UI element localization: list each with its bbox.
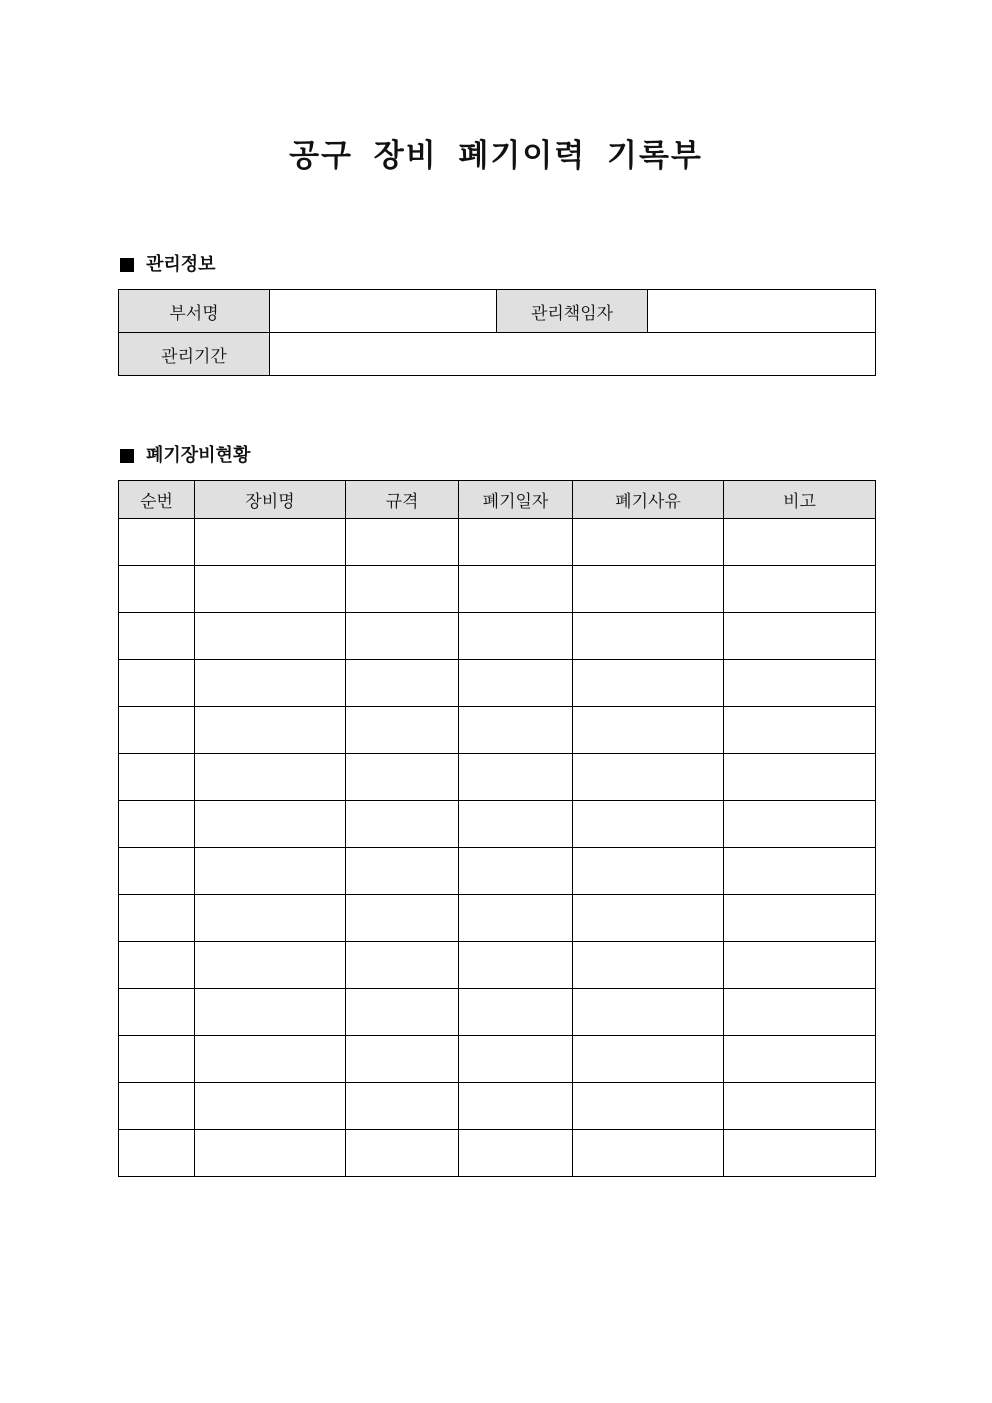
info-row-department	[119, 290, 876, 333]
disposal-reason-cell[interactable]	[573, 566, 724, 613]
department-label: 부서명	[119, 290, 270, 333]
equipment-name-cell[interactable]	[195, 1036, 346, 1083]
equipment-name-cell[interactable]	[195, 1083, 346, 1130]
disposal-reason-cell[interactable]	[573, 895, 724, 942]
table-row	[119, 1083, 876, 1130]
disposal-reason-cell[interactable]	[573, 942, 724, 989]
table-row	[119, 613, 876, 660]
equipment-name-cell[interactable]	[195, 989, 346, 1036]
remarks-cell[interactable]	[724, 660, 876, 707]
number-cell[interactable]	[119, 1036, 195, 1083]
column-header-equipment-name: 장비명	[195, 481, 346, 519]
disposal-date-cell[interactable]	[459, 942, 573, 989]
table-row	[119, 519, 876, 566]
table-row	[119, 942, 876, 989]
remarks-cell[interactable]	[724, 613, 876, 660]
specification-cell[interactable]	[346, 989, 459, 1036]
disposal-reason-cell[interactable]	[573, 613, 724, 660]
table-row	[119, 848, 876, 895]
number-cell[interactable]	[119, 1083, 195, 1130]
column-header-disposal-date: 폐기일자	[459, 481, 573, 519]
equipment-name-cell[interactable]	[195, 1130, 346, 1177]
number-cell[interactable]	[119, 895, 195, 942]
table-row	[119, 1036, 876, 1083]
disposal-date-cell[interactable]	[459, 848, 573, 895]
number-cell[interactable]	[119, 707, 195, 754]
equipment-name-cell[interactable]	[195, 848, 346, 895]
column-header-disposal-reason: 폐기사유	[573, 481, 724, 519]
remarks-cell[interactable]	[724, 942, 876, 989]
disposal-date-cell[interactable]	[459, 754, 573, 801]
disposal-reason-cell[interactable]	[573, 848, 724, 895]
number-cell[interactable]	[119, 942, 195, 989]
specification-cell[interactable]	[346, 707, 459, 754]
disposal-date-cell[interactable]	[459, 1036, 573, 1083]
number-cell[interactable]	[119, 660, 195, 707]
specification-cell[interactable]	[346, 754, 459, 801]
square-bullet-icon	[120, 449, 134, 463]
table-row	[119, 707, 876, 754]
specification-cell[interactable]	[346, 1036, 459, 1083]
disposal-reason-cell[interactable]	[573, 707, 724, 754]
disposal-reason-cell[interactable]	[573, 1083, 724, 1130]
management-info-table	[118, 289, 876, 376]
disposal-date-cell[interactable]	[459, 613, 573, 660]
disposal-date-cell[interactable]	[459, 707, 573, 754]
remarks-cell[interactable]	[724, 895, 876, 942]
remarks-cell[interactable]	[724, 1130, 876, 1177]
specification-cell[interactable]	[346, 660, 459, 707]
specification-cell[interactable]	[346, 895, 459, 942]
disposal-date-cell[interactable]	[459, 895, 573, 942]
number-cell[interactable]	[119, 754, 195, 801]
disposal-reason-cell[interactable]	[573, 989, 724, 1036]
period-label: 관리기간	[119, 333, 270, 376]
manager-field[interactable]	[648, 290, 876, 333]
number-cell[interactable]	[119, 989, 195, 1036]
disposal-date-cell[interactable]	[459, 660, 573, 707]
equipment-name-cell[interactable]	[195, 566, 346, 613]
number-cell[interactable]	[119, 519, 195, 566]
number-cell[interactable]	[119, 613, 195, 660]
table-row	[119, 660, 876, 707]
equipment-name-cell[interactable]	[195, 895, 346, 942]
remarks-cell[interactable]	[724, 989, 876, 1036]
table-row	[119, 801, 876, 848]
disposal-reason-cell[interactable]	[573, 1130, 724, 1177]
remarks-cell[interactable]	[724, 707, 876, 754]
square-bullet-icon	[120, 258, 134, 272]
specification-cell[interactable]	[346, 613, 459, 660]
specification-cell[interactable]	[346, 801, 459, 848]
period-field[interactable]	[270, 333, 876, 376]
disposal-date-cell[interactable]	[459, 1130, 573, 1177]
table-row	[119, 754, 876, 801]
disposal-reason-cell[interactable]	[573, 519, 724, 566]
column-header-specification: 규격	[346, 481, 459, 519]
number-cell[interactable]	[119, 566, 195, 613]
equipment-name-cell[interactable]	[195, 754, 346, 801]
remarks-cell[interactable]	[724, 519, 876, 566]
specification-cell[interactable]	[346, 1130, 459, 1177]
remarks-cell[interactable]	[724, 848, 876, 895]
remarks-cell[interactable]	[724, 1036, 876, 1083]
equipment-name-cell[interactable]	[195, 707, 346, 754]
disposal-status-heading-text: 폐기장비현황	[146, 445, 251, 466]
equipment-name-cell[interactable]	[195, 613, 346, 660]
disposal-status-heading	[118, 444, 250, 468]
specification-cell[interactable]	[346, 1083, 459, 1130]
specification-cell[interactable]	[346, 848, 459, 895]
disposal-date-cell[interactable]	[459, 566, 573, 613]
disposal-date-cell[interactable]	[459, 989, 573, 1036]
info-row-period	[119, 333, 876, 376]
table-header-row	[119, 481, 876, 519]
table-row	[119, 1130, 876, 1177]
table-row	[119, 895, 876, 942]
specification-cell[interactable]	[346, 519, 459, 566]
disposal-table-body	[119, 519, 876, 1177]
management-info-heading	[118, 253, 216, 277]
equipment-name-cell[interactable]	[195, 660, 346, 707]
remarks-cell[interactable]	[724, 1083, 876, 1130]
equipment-name-cell[interactable]	[195, 801, 346, 848]
disposal-status-table	[118, 480, 876, 1177]
remarks-cell[interactable]	[724, 754, 876, 801]
remarks-cell[interactable]	[724, 566, 876, 613]
disposal-reason-cell[interactable]	[573, 1036, 724, 1083]
document-title: 공구 장비 폐기이력 기록부	[289, 138, 703, 174]
column-header-number: 순번	[119, 481, 195, 519]
specification-cell[interactable]	[346, 566, 459, 613]
number-cell[interactable]	[119, 1130, 195, 1177]
equipment-name-cell[interactable]	[195, 942, 346, 989]
disposal-reason-cell[interactable]	[573, 660, 724, 707]
disposal-date-cell[interactable]	[459, 519, 573, 566]
specification-cell[interactable]	[346, 942, 459, 989]
number-cell[interactable]	[119, 848, 195, 895]
disposal-reason-cell[interactable]	[573, 801, 724, 848]
disposal-date-cell[interactable]	[459, 1083, 573, 1130]
department-field[interactable]	[270, 290, 497, 333]
column-header-remarks: 비고	[724, 481, 876, 519]
number-cell[interactable]	[119, 801, 195, 848]
disposal-date-cell[interactable]	[459, 801, 573, 848]
table-row	[119, 566, 876, 613]
management-info-heading-text: 관리정보	[146, 254, 216, 275]
table-row	[119, 989, 876, 1036]
remarks-cell[interactable]	[724, 801, 876, 848]
disposal-reason-cell[interactable]	[573, 754, 724, 801]
manager-label: 관리책임자	[497, 290, 648, 333]
equipment-name-cell[interactable]	[195, 519, 346, 566]
